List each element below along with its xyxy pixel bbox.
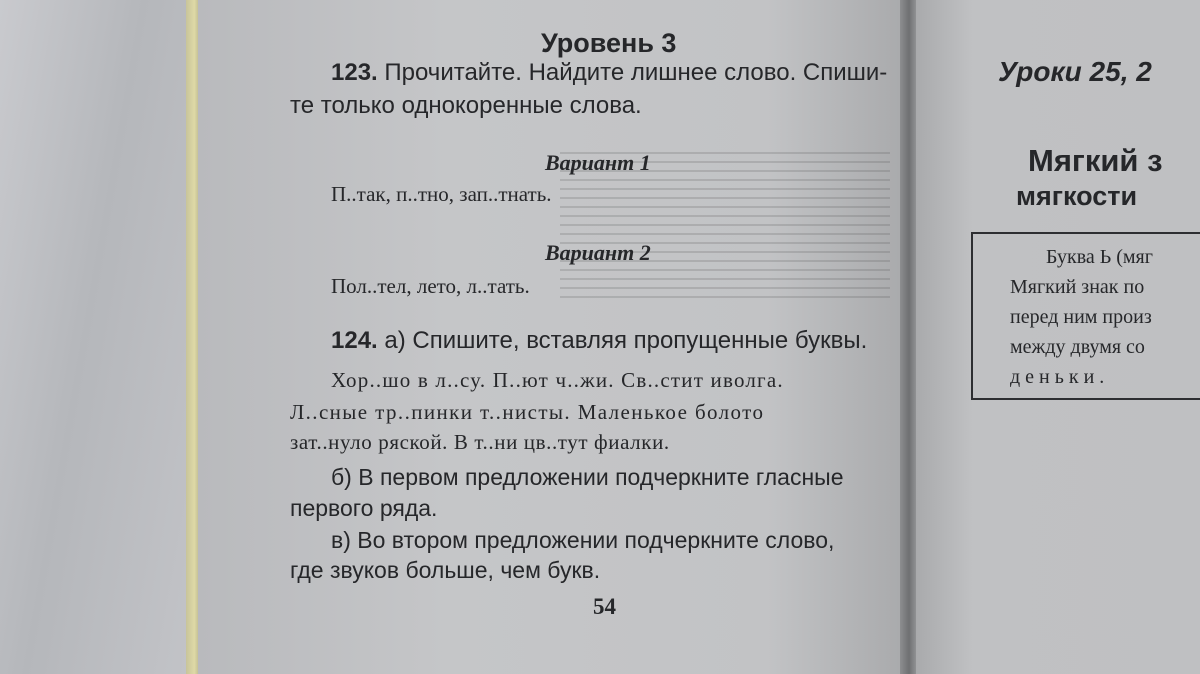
variant-1-title: Вариант 1 <box>545 150 651 175</box>
task-124-part-c-line-1: в) Во втором предложении подчеркните слово, <box>331 527 835 553</box>
rule-box-line-4: между двумя со <box>1010 336 1145 358</box>
level-title: Уровень 3 <box>541 28 677 58</box>
task-123-line-1 <box>331 59 887 87</box>
rule-box-line-2: Мягкий знак по <box>1010 276 1145 298</box>
task-124-part-b-line-2: первого ряда. <box>290 495 438 521</box>
rule-box-line-3: перед ним произ <box>1010 306 1152 328</box>
exercise-text-line-3: зат..нуло ряской. В т..ни цв..тут фиалки. <box>290 430 670 454</box>
task-124-part-c-line-2: где звуков больше, чем букв. <box>290 557 601 583</box>
right-page-title-line-2: мягкости <box>1016 181 1138 211</box>
task-124-number: 124. <box>331 327 378 354</box>
variant-2-words: Пол..тел, лето, л..тать. <box>331 274 530 298</box>
exercise-text-line-1: Хор..шо в л..су. П..ют ч..жи. Св..стит иволга. <box>331 368 784 392</box>
variant-2-title: Вариант 2 <box>545 240 651 265</box>
right-page <box>916 0 1200 674</box>
task-123-line-2: те только однокоренные слова. <box>290 92 642 119</box>
desk-surface <box>0 0 200 674</box>
task-123-instruction: Прочитайте. Найдите лишнее слово. Спиши- <box>384 59 888 86</box>
right-page-title-line-1: Мягкий з <box>1028 143 1163 178</box>
task-124-part-b-line-1: б) В первом предложении подчеркните гласные <box>331 464 844 490</box>
right-page-header: Уроки 25, 2 <box>998 56 1152 87</box>
task-123-number: 123. <box>331 59 378 86</box>
exercise-text-line-2: Л..сные тр..пинки т..нисты. Маленькое болото <box>290 400 765 424</box>
task-124-part-a: а) Спишите, вставляя пропущенные буквы. <box>384 327 868 354</box>
task-124-line-1 <box>331 327 867 355</box>
rule-box-line-1: Буква Ь (мяг <box>1046 246 1153 268</box>
page-number: 54 <box>593 594 616 619</box>
variant-1-words: П..так, п..тно, зап..тнать. <box>331 182 552 206</box>
rule-box-line-5: деньки. <box>1010 366 1110 388</box>
